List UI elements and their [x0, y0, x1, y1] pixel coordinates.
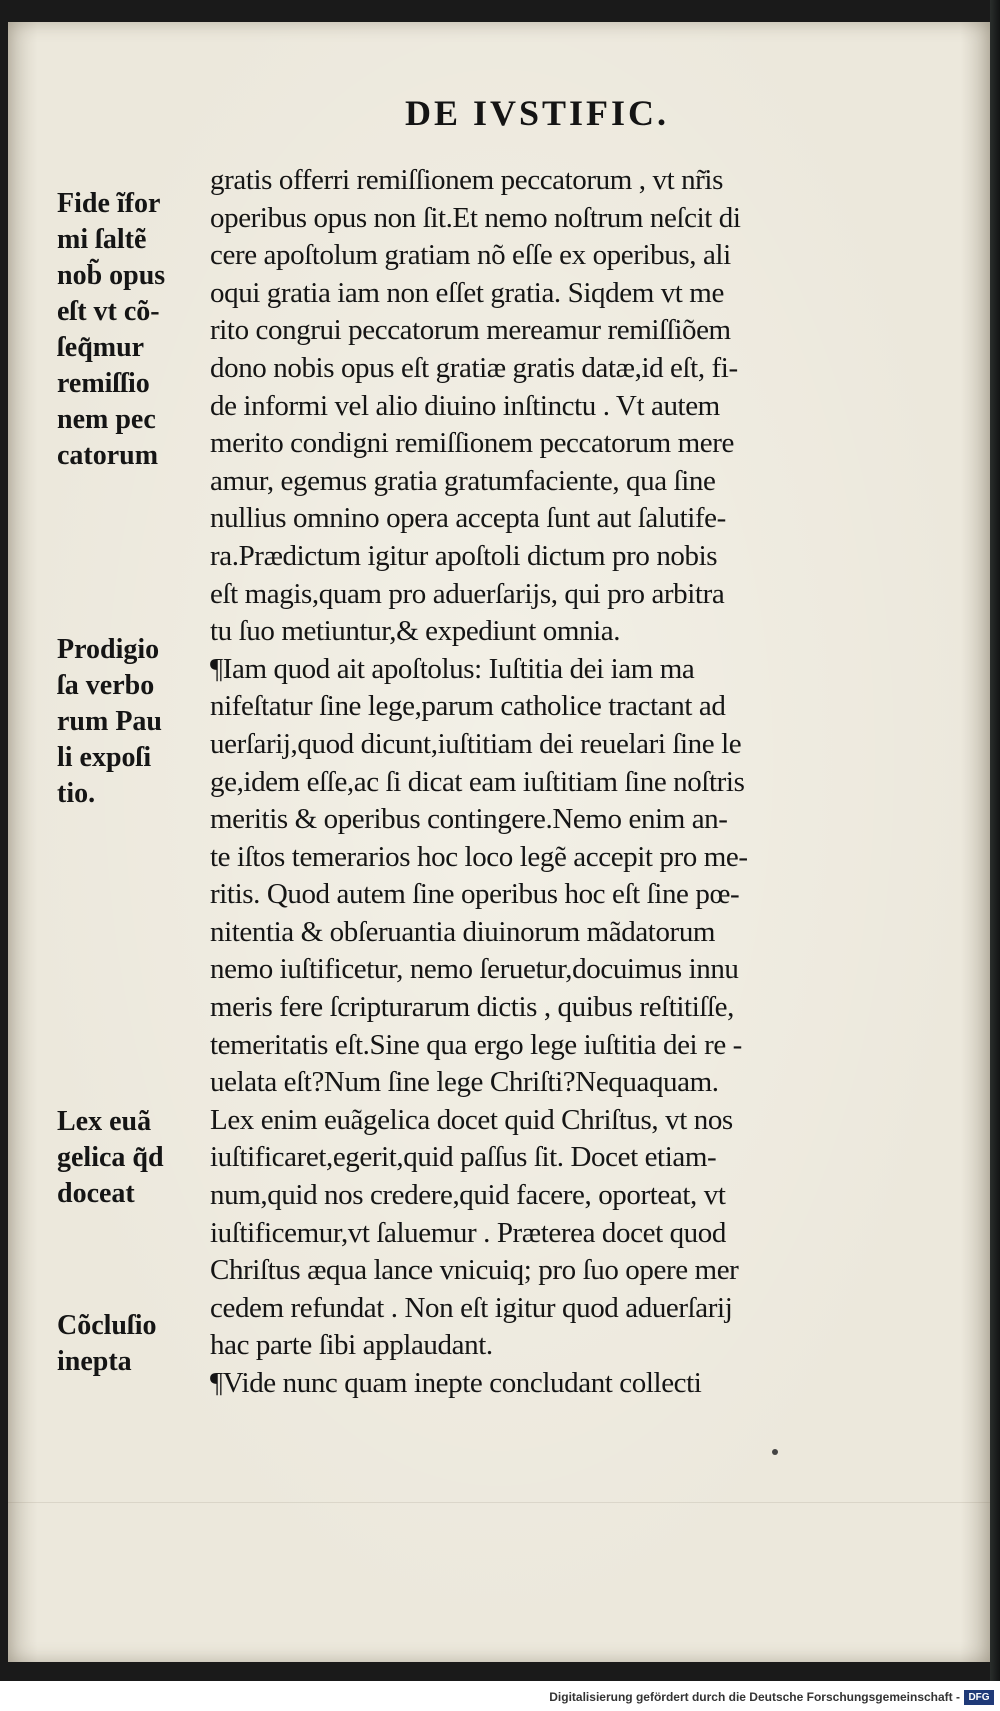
- text-line: nitentia & obſeruantia diuinorum mãdatorum: [210, 915, 716, 948]
- marginal-note-fide-informi: [57, 186, 165, 474]
- text-line: nifeſtatur ſine lege,parum catholice tractant ad: [210, 690, 726, 723]
- marginal-line: inepta: [57, 1346, 132, 1377]
- text-line: de informi vel alio diuino inſtinctu . Vt autem: [210, 389, 720, 422]
- text-line: ra.Prædictum igitur apoſtoli dictum pro nobis: [210, 539, 718, 572]
- text-line: gratis offerri remiſſionem peccatorum , vt nr̃is: [210, 164, 723, 196]
- marginal-line: remiſſio: [57, 368, 150, 399]
- marginal-line: eſt vt cõ-: [57, 296, 160, 327]
- text-line: hac parte ſibi applaudant.: [210, 1329, 493, 1362]
- text-line: oqui gratia iam non eſſet gratia. Siqdem vt me: [210, 276, 724, 309]
- dfg-logo-icon: DFG: [964, 1690, 994, 1705]
- marginal-line: nem pec: [57, 404, 156, 435]
- marginal-line: doceat: [57, 1178, 135, 1209]
- marginal-line: nob̃ opus: [57, 260, 166, 291]
- text-line: ge,idem eſſe,ac ſi dicat eam iuſtitiam ſine noſtris: [210, 765, 745, 798]
- marginal-line: Cõcluſio: [57, 1310, 157, 1341]
- marginal-line: gelica q̃d: [57, 1142, 164, 1173]
- text-line: amur, egemus gratia gratumfaciente, qua ſine: [210, 464, 716, 497]
- text-line: uerſarij,quod dicunt,iuſtitiam dei reuelari ſine le: [210, 727, 742, 760]
- text-line: meris fere ſcripturarum dictis , quibus reſtitiſſe,: [210, 991, 735, 1024]
- marginal-note-lex-euangelica: [57, 1104, 164, 1212]
- text-line: eſt magis,quam pro aduerſarijs, qui pro arbitra: [210, 577, 725, 610]
- text-line: rito congrui peccatorum mereamur remiſſiõem: [210, 314, 731, 347]
- text-line: merito condigni remiſſionem peccatorum mere: [210, 427, 734, 460]
- marginal-line: tio.: [57, 778, 96, 809]
- text-line: nemo iuſtificetur, nemo ſeruetur,docuimus innu: [210, 953, 739, 986]
- text-line: Chriſtus æqua lance vnicuiq; pro ſuo opere mer: [210, 1254, 739, 1287]
- ink-speck: [772, 1449, 778, 1455]
- text-line: dono nobis opus eſt gratiæ gratis datæ,id eſt, fi-: [210, 351, 738, 384]
- text-line: temeritatis eſt.Sine qua ergo lege iuſtitia dei re -: [210, 1028, 742, 1061]
- text-line: meritis & operibus contingere.Nemo enim an-: [210, 803, 728, 836]
- text-line: tu ſuo metiuntur,& expediunt omnia.: [210, 615, 621, 648]
- running-head: DE IVSTIFIC.: [405, 93, 670, 133]
- marginal-line: ſa verbo: [57, 670, 155, 701]
- text-line: ritis. Quod autem ſine operibus hoc eſt ſine pœ-: [210, 878, 740, 911]
- main-text-block: [210, 162, 920, 1403]
- marginal-line: Prodigio: [57, 634, 160, 665]
- digitization-credit: Digitalisierung gefördert durch die Deutsche Forschungsgemeinschaft -: [549, 1690, 960, 1704]
- text-line: iuſtificemur,vt ſaluemur . Præterea docet quod: [210, 1216, 726, 1249]
- text-line: te iſtos temerarios hoc loco legẽ accepit pro me-: [210, 840, 748, 873]
- marginal-line: Lex euã: [57, 1106, 152, 1137]
- book-edge: [990, 0, 1000, 1711]
- marginal-line: mi ſaltẽ: [57, 224, 147, 255]
- marginal-line: Fide ĩfor: [57, 188, 161, 219]
- text-line: iuſtificaret,egerit,quid paſſus ſit. Docet etiam-: [210, 1141, 717, 1174]
- text-line: Lex enim euãgelica docet quid Chriſtus, vt nos: [210, 1103, 733, 1136]
- text-line: cedem refundat . Non eſt igitur quod aduerſarij: [210, 1291, 733, 1324]
- text-line: operibus opus non ſit.Et nemo noſtrum neſcit di: [210, 201, 741, 234]
- marginal-line: catorum: [57, 440, 159, 471]
- marginal-line: rum Pau: [57, 706, 162, 737]
- text-line: nullius omnino opera accepta ſunt aut ſalutife-: [210, 502, 726, 535]
- text-line: cere apoſtolum gratiam nõ eſſe ex operibus, ali: [210, 239, 731, 272]
- marginal-line: li expoſi: [57, 742, 152, 773]
- text-line: ¶Vide nunc quam inepte concludant collecti: [210, 1367, 702, 1399]
- text-line: num,quid nos credere,quid facere, oporteat, vt: [210, 1179, 726, 1212]
- text-line: ¶Iam quod ait apoſtolus: Iuſtitia dei iam ma: [210, 652, 695, 685]
- marginal-note-prodigiosa: [57, 632, 162, 812]
- marginal-note-conclusio: [57, 1308, 157, 1380]
- page-crease: [8, 1502, 990, 1503]
- marginal-line: ſeq̃mur: [57, 332, 145, 363]
- digitization-footer: [0, 1681, 1000, 1711]
- text-line: uelata eſt?Num ſine lege Chriſti?Nequaquam.: [210, 1066, 719, 1099]
